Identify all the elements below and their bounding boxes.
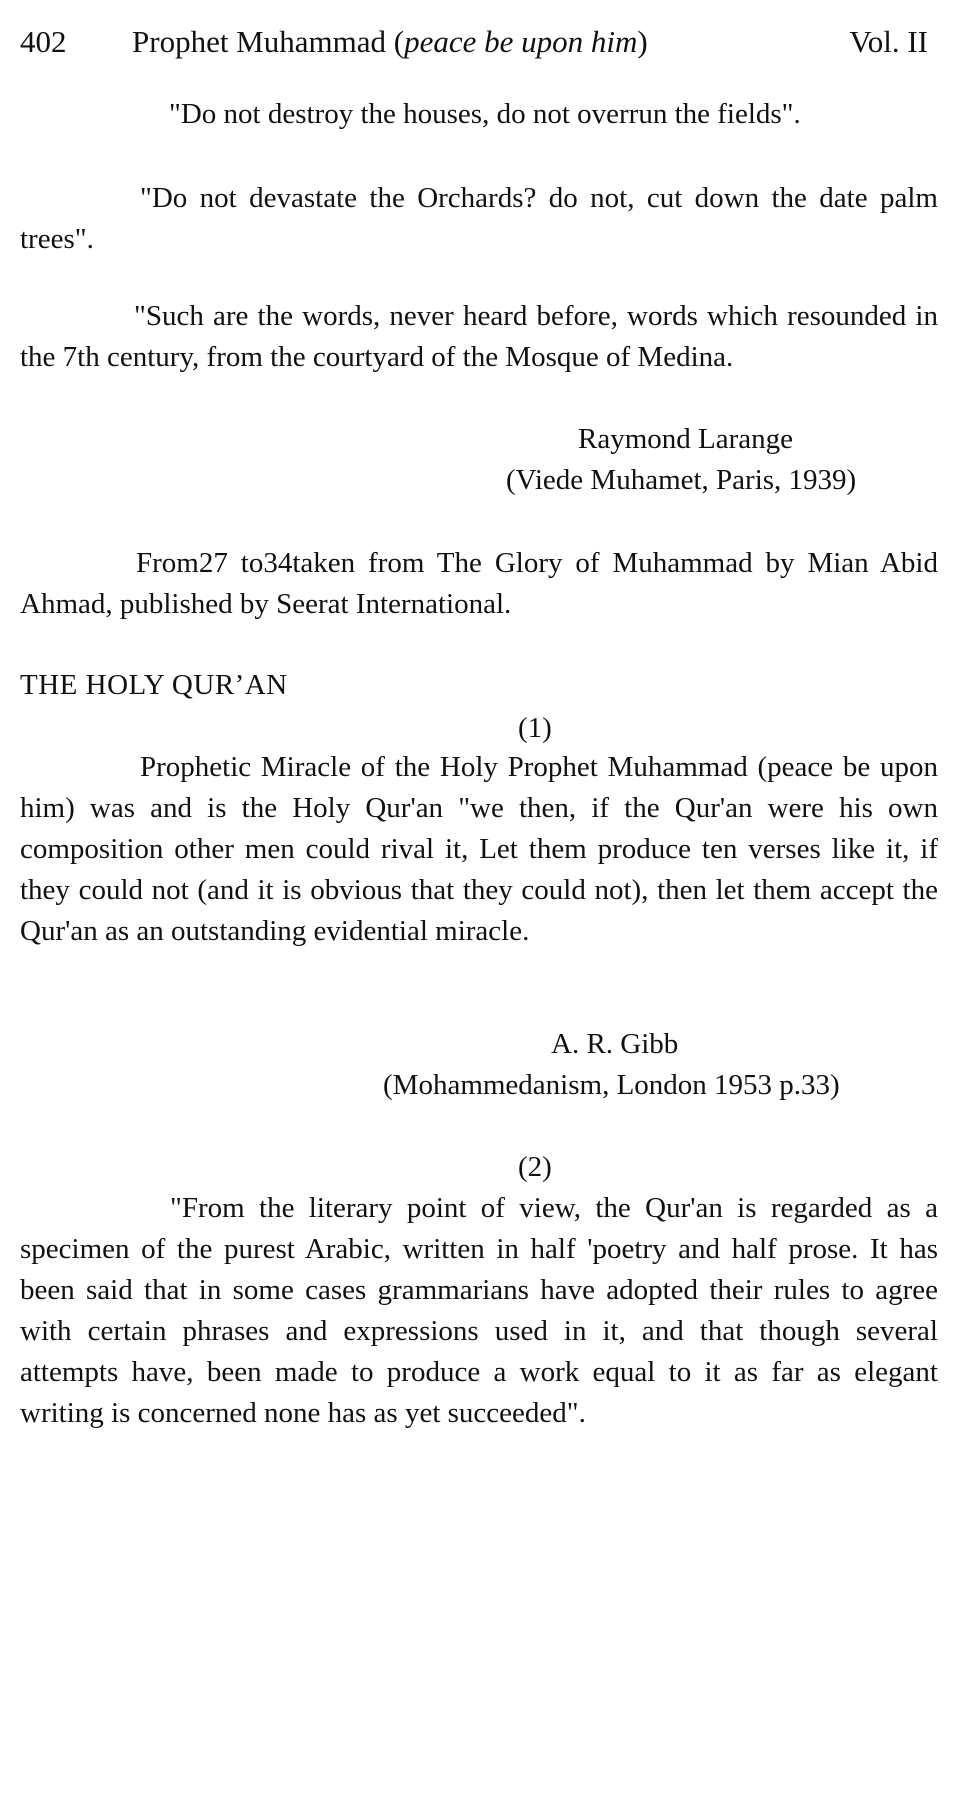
item-1-source: (Mohammedanism, London 1953 p.33) — [383, 1069, 840, 1101]
volume-label: Vol. II — [849, 24, 928, 59]
page-header — [20, 20, 928, 64]
item-1-number: (1) — [518, 712, 552, 744]
running-title-end: ) — [637, 24, 648, 59]
quote-1: "Do not destroy the houses, do not overrun the fields". — [169, 98, 801, 130]
item-2-number: (2) — [518, 1151, 552, 1183]
source-note: From27 to34taken from The Glory of Muhammad by Mian Abid Ahmad, published by Seerat International. — [20, 547, 938, 620]
item-2-text: "From the literary point of view, the Qur'an is regarded as a specimen of the purest Arabic, written in half 'poetry and half prose. It has been said that in some cases grammarians have adopted their rules to agree with certain phrases and expressions used in it, and that though several attempts have, been made to produce a work equal to it as far as elegant writing is concerned none has as yet succeeded". — [20, 1192, 938, 1429]
quote-2: "Do not devastate the Orchards? do not, cut down the date palm trees". — [20, 182, 938, 255]
running-title-italic: peace be upon him — [404, 24, 638, 59]
item-1-author: A. R. Gibb — [551, 1028, 679, 1060]
quote-3: "Such are the words, never heard before, words which resounded in the 7th century, from the courtyard of the Mosque of Medina. — [20, 300, 938, 373]
running-title-main: Prophet Muhammad ( — [132, 24, 405, 59]
running-title — [132, 20, 648, 64]
page-number: 402 — [20, 24, 67, 59]
item-1-text: Prophetic Miracle of the Holy Prophet Muhammad (peace be upon him) was and is the Holy Qur'an "we then, if the Qur'an were his own composition other men could rival it, Let them produce ten verses like it, if they could not (and it is obvious that they could not), then let them accept the Qur'an as an outstanding evidential miracle. — [20, 751, 938, 947]
attribution-1-author: Raymond Larange — [578, 423, 794, 455]
attribution-1-source: (Viede Muhamet, Paris, 1939) — [506, 464, 857, 496]
section-title: THE HOLY QUR’AN — [20, 669, 288, 701]
